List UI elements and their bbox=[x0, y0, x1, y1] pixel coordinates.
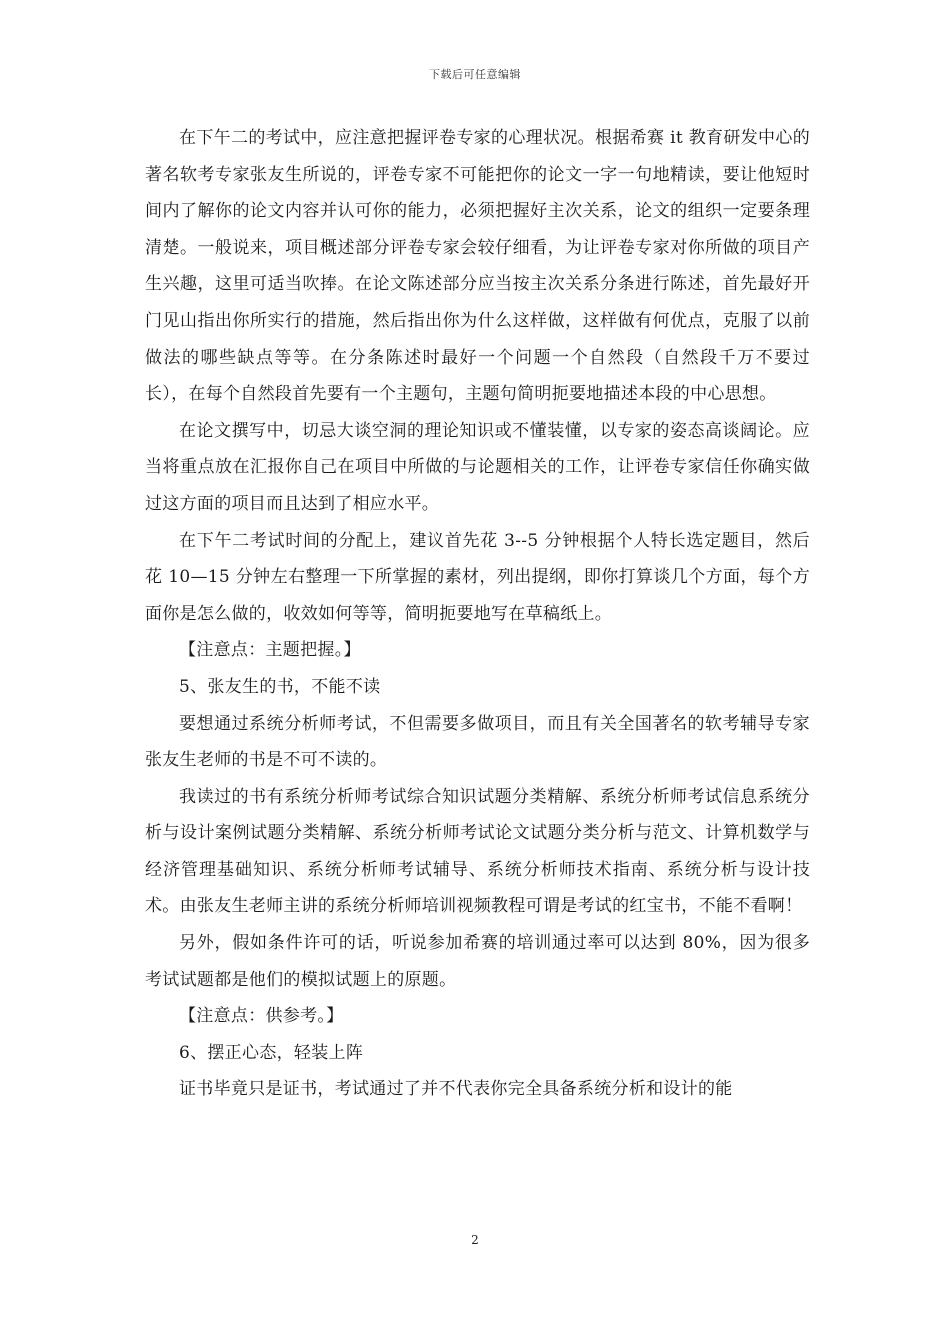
document-body bbox=[145, 120, 810, 1108]
page-header: 下载后可任意编辑 bbox=[429, 68, 521, 81]
section-heading-5: 5、张友生的书，不能不读 bbox=[179, 676, 381, 697]
section-heading-6: 6、摆正心态，轻装上阵 bbox=[179, 1042, 364, 1063]
paragraph-avoid-empty-theory: 在论文撰写中，切忌大谈空洞的理论知识或不懂装懂，以专家的姿态高谈阔论。应当将重点放在汇报你自己在项目中所做的与论题相关的工作，让评卷专家信任你确实做过这方面的项目而且达到了相应水平。 bbox=[145, 420, 810, 514]
page-number: 2 bbox=[471, 1233, 479, 1247]
paragraph-certificate: 证书毕竟只是证书，考试通过了并不代表你完全具备系统分析和设计的能 bbox=[179, 1079, 733, 1100]
paragraph-must-read-books: 要想通过系统分析师考试，不但需要多做项目，而且有关全国著名的软考辅导专家张友生老师的书是不可不读的。 bbox=[145, 713, 810, 771]
paragraph-training-pass-rate: 另外，假如条件许可的话，听说参加希赛的培训通过率可以达到 80%，因为很多考试试题都是他们的模拟试题上的原题。 bbox=[145, 933, 810, 990]
paragraph-books-list: 我读过的书有系统分析师考试综合知识试题分类精解、系统分析师考试信息系统分析与设计案例试题分类精解、系统分析师考试论文试题分类分析与范文、计算机数学与经济管理基础知识、系统分析师考试辅导、系统分析师技术指南、系统分析与设计技术。由张友生老师主讲的系统分析师培训视频教程可谓是考试的红宝书，不能不看啊！ bbox=[145, 786, 810, 917]
paragraph-exam-psychology: 在下午二的考试中，应注意把握评卷专家的心理状况。根据希赛 it 教育研发中心的著名软考专家张友生所说的，评卷专家不可能把你的论文一字一句地精读，要让他短时间内了解你的论文内容并认可你的能力，必须把握好主次关系，论文的组织一定要条理清楚。一般说来，项目概述部分评卷专家会较仔细看，为让评卷专家对你所做的项目产生兴趣，这里可适当吹捧。在论文陈述部分应当按主次关系分条进行陈述，首先最好开门见山指出你所实行的措施，然后指出你为什么这样做，这样做有何优点，克服了以前做法的哪些缺点等等。在分条陈述时最好一个问题一个自然段（自然段千万不要过长），在每个自然段首先要有一个主题句，主题句简明扼要地描述本段的中心思想。 bbox=[145, 128, 810, 405]
paragraph-time-allocation: 在下午二考试时间的分配上，建议首先花 3--5 分钟根据个人特长选定题目，然后花 10—15 分钟左右整理一下所掌握的素材，列出提纲，即你打算谈几个方面，每个方面你是怎么做的，收效如何等等，简明扼要地写在草稿纸上。 bbox=[145, 530, 810, 624]
note-for-reference: 【注意点：供参考。】 bbox=[179, 1006, 344, 1027]
note-theme-grasp: 【注意点：主题把握。】 bbox=[179, 640, 361, 661]
